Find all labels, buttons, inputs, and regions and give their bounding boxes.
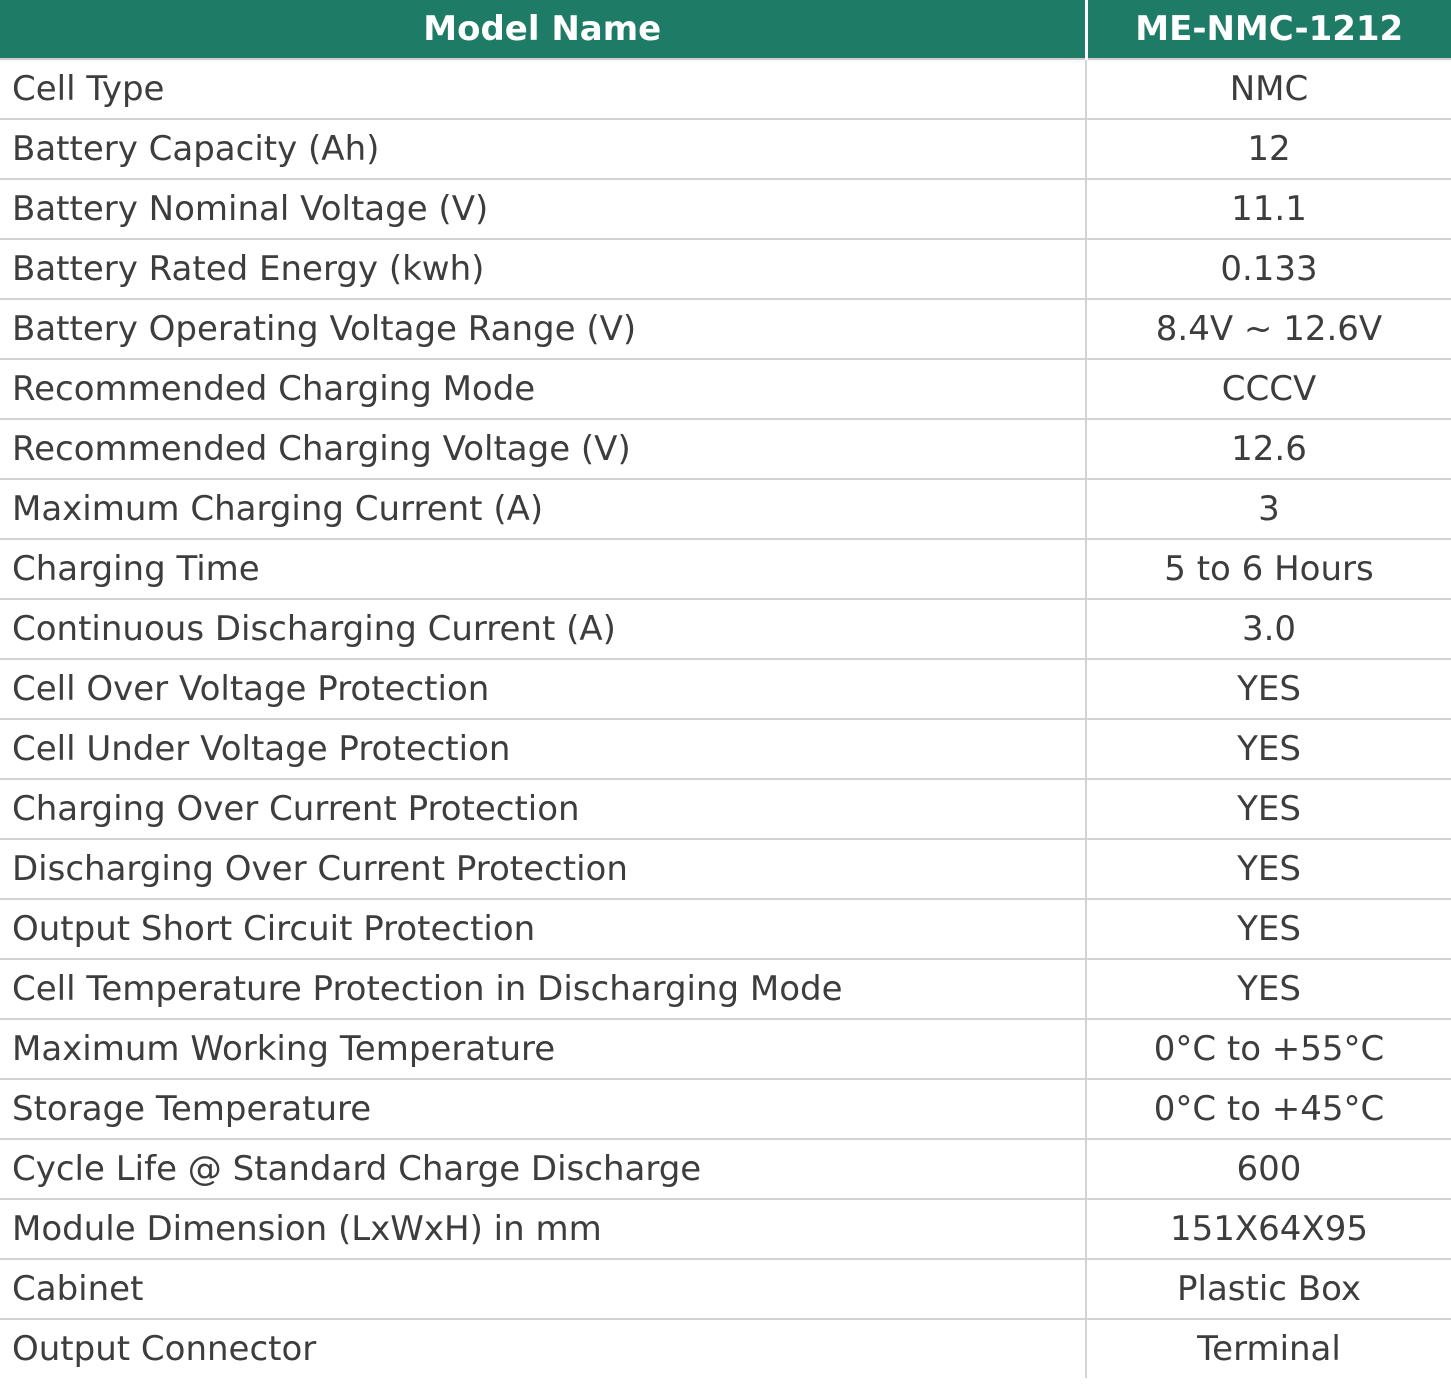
- table-row: [0, 479, 1451, 539]
- table-row: [0, 599, 1451, 659]
- row-label: Charging Time: [0, 539, 1086, 599]
- table-row: [0, 59, 1451, 119]
- row-value: 3: [1086, 479, 1451, 539]
- row-value: 5 to 6 Hours: [1086, 539, 1451, 599]
- table-row: [0, 839, 1451, 899]
- table-row: [0, 359, 1451, 419]
- row-value: 11.1: [1086, 179, 1451, 239]
- row-label: Storage Temperature: [0, 1079, 1086, 1139]
- row-label: Recommended Charging Voltage (V): [0, 419, 1086, 479]
- row-value: 151X64X95: [1086, 1199, 1451, 1259]
- row-value: 12.6: [1086, 419, 1451, 479]
- row-label: Battery Operating Voltage Range (V): [0, 299, 1086, 359]
- row-value: YES: [1086, 839, 1451, 899]
- row-value: YES: [1086, 719, 1451, 779]
- row-label: Recommended Charging Mode: [0, 359, 1086, 419]
- row-label: Cycle Life @ Standard Charge Discharge: [0, 1139, 1086, 1199]
- row-value: YES: [1086, 959, 1451, 1019]
- table-row: [0, 1319, 1451, 1378]
- row-label: Battery Nominal Voltage (V): [0, 179, 1086, 239]
- table-row: [0, 1019, 1451, 1079]
- row-label: Cell Under Voltage Protection: [0, 719, 1086, 779]
- row-label: Maximum Working Temperature: [0, 1019, 1086, 1079]
- row-value: YES: [1086, 899, 1451, 959]
- row-label: Cabinet: [0, 1259, 1086, 1319]
- row-value: Terminal: [1197, 1329, 1341, 1369]
- table-row: [0, 179, 1451, 239]
- table-row: [0, 1139, 1451, 1199]
- table-row: [0, 659, 1451, 719]
- row-label: Maximum Charging Current (A): [0, 479, 1086, 539]
- row-label: Module Dimension (LxWxH) in mm: [0, 1199, 1086, 1259]
- row-label: Battery Rated Energy (kwh): [0, 239, 1086, 299]
- row-value: 600: [1086, 1139, 1451, 1199]
- row-label: Cell Temperature Protection in Discharging Mode: [0, 959, 1086, 1019]
- row-value: 0°C to +45°C: [1086, 1079, 1451, 1139]
- table-row: [0, 1199, 1451, 1259]
- table-header-row: [0, 0, 1451, 59]
- row-label: Output Short Circuit Protection: [0, 899, 1086, 959]
- row-value: 12: [1086, 119, 1451, 179]
- table-row: [0, 899, 1451, 959]
- row-value: YES: [1086, 779, 1451, 839]
- table-row: [0, 1259, 1451, 1319]
- table-row: [0, 959, 1451, 1019]
- header-model-name-label: Model Name: [0, 0, 1086, 59]
- table-row: [0, 779, 1451, 839]
- row-value: 8.4V ~ 12.6V: [1086, 299, 1451, 359]
- row-value: 0°C to +55°C: [1086, 1019, 1451, 1079]
- row-label: Battery Capacity (Ah): [0, 119, 1086, 179]
- table-row: [0, 539, 1451, 599]
- row-label: Output Connector: [0, 1319, 1086, 1378]
- row-label: Continuous Discharging Current (A): [0, 599, 1086, 659]
- row-value: CCCV: [1086, 359, 1451, 419]
- table-row: [0, 419, 1451, 479]
- table-row: [0, 299, 1451, 359]
- row-value: 3.0: [1086, 599, 1451, 659]
- row-value: Plastic Box: [1086, 1259, 1451, 1319]
- row-value: YES: [1086, 659, 1451, 719]
- header-model-value: ME-NMC-1212: [1086, 0, 1451, 59]
- row-label: Cell Over Voltage Protection: [0, 659, 1086, 719]
- row-value: NMC: [1086, 59, 1451, 119]
- table-row: [0, 239, 1451, 299]
- table-row: [0, 119, 1451, 179]
- row-label: Cell Type: [0, 59, 1086, 119]
- table-row: [0, 1079, 1451, 1139]
- row-label: Charging Over Current Protection: [0, 779, 1086, 839]
- row-label: Discharging Over Current Protection: [0, 839, 1086, 899]
- row-value: 0.133: [1086, 239, 1451, 299]
- table-row: [0, 719, 1451, 779]
